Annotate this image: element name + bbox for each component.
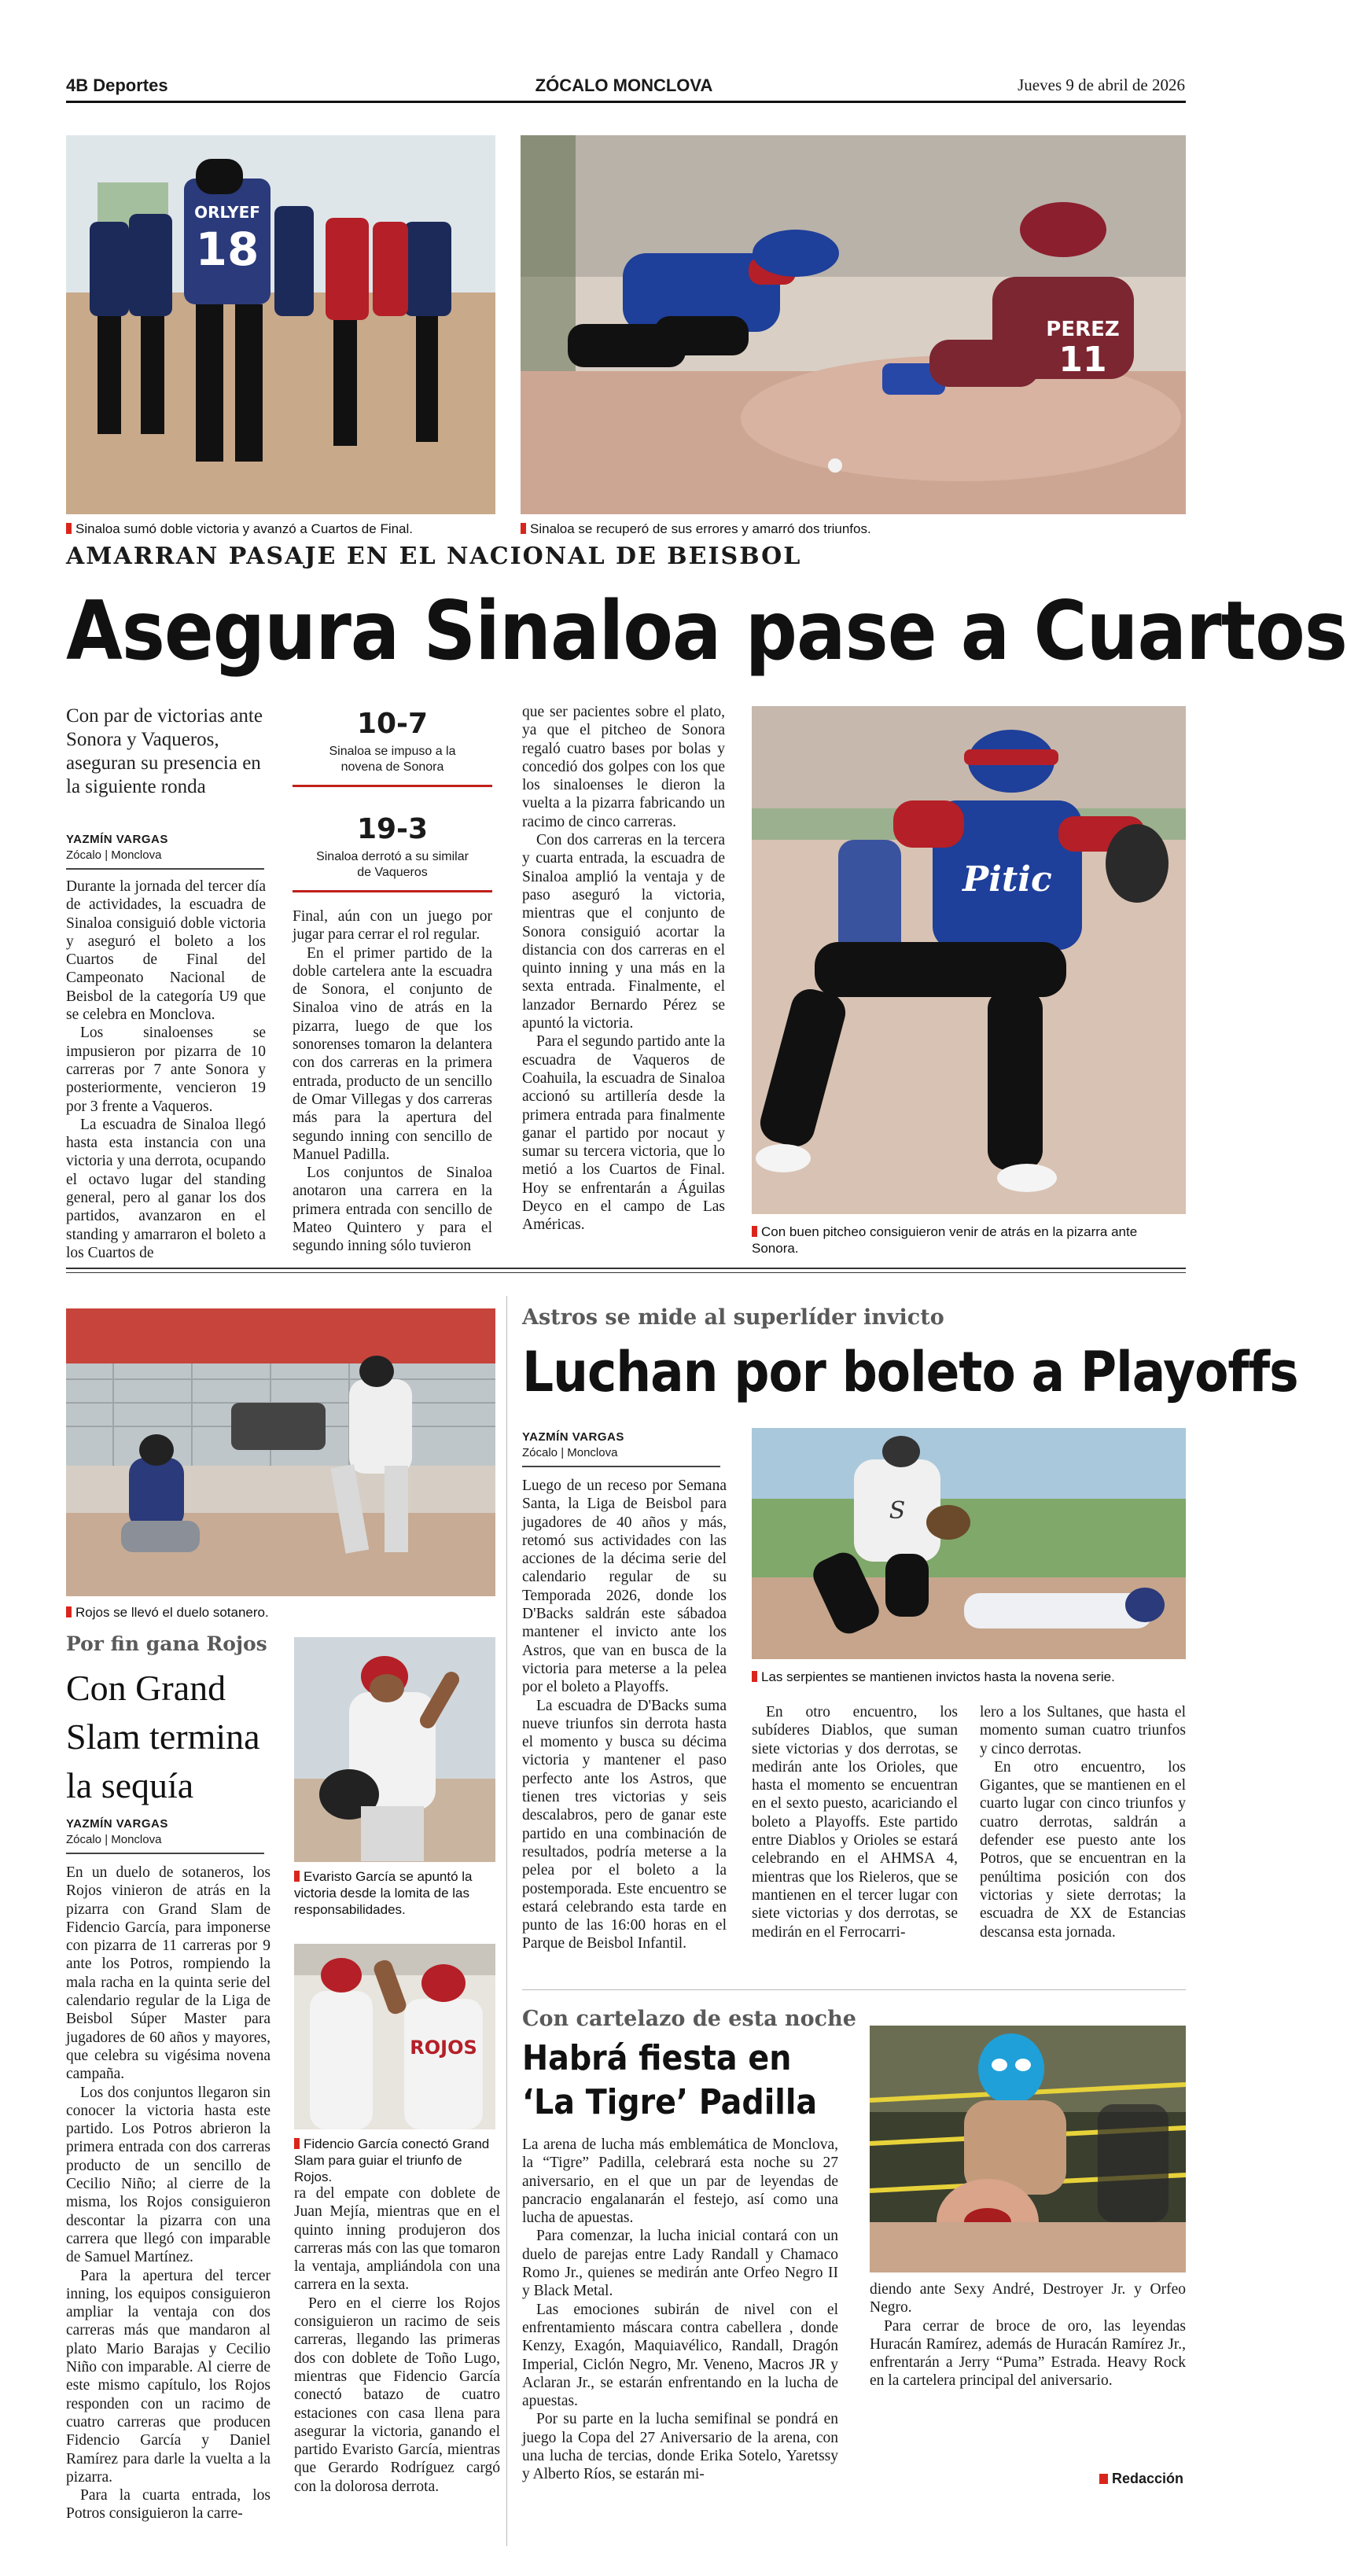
main-kicker: AMARRAN PASAJE EN EL NACIONAL DE BEISBOL xyxy=(66,543,802,570)
paragraph: La arena de lucha más emblemática de Monclova, la “Tigre” Padilla, celebrará esta noche su 27 aniversario, en el que un par de leyendas de pancracio engalanarán el festejo, así como una lucha de apuestas. xyxy=(522,2136,838,2227)
issue-date: Jueves 9 de abril de 2026 xyxy=(1018,75,1185,94)
paragraph: Los conjuntos de Sinaloa anotaron una carrera en la primera entrada con sencillo de Mateo Quintero y para el segundo inning sólo tuvieron xyxy=(293,1165,492,1255)
caption-mark xyxy=(66,1606,72,1617)
byline-name: YAZMÍN VARGAS xyxy=(66,1817,168,1831)
stat-score-2: 19-3 xyxy=(356,813,429,845)
jersey-text: ROJOS xyxy=(410,2037,477,2059)
photo-slide-play xyxy=(752,1428,1186,1659)
paragraph: que ser pacientes sobre el plato, ya que el pitcheo de Sonora regaló cuatro bases por bolas y concedió dos golpes con los que los sinaloenses le dieron la vuelta a la pizarra fabricando un racimo de cinco carreras. xyxy=(522,704,725,830)
rojos-photo-caption-text: Rojos se llevó el duelo sotanero. xyxy=(75,1605,269,1620)
paragraph: Para comenzar, la lucha inicial contará con un duelo de parejas entre Lady Randall y Chamaco Romo Jr., quienes se medirán ante Orfeo Negro II y Black Metal. xyxy=(522,2228,838,2300)
byline-name: YAZMÍN VARGAS xyxy=(66,833,168,846)
jersey-script: Pitic xyxy=(962,859,1052,900)
section-divider xyxy=(66,1268,1186,1269)
astros-kicker: Astros se mide al superlíder invicto xyxy=(522,1305,944,1330)
signature-text: Redacción xyxy=(1111,2471,1183,2486)
paragraph: Pero en el cierre los Rojos consiguieron un racimo de seis carreras, llegando las primeras dos con doblete de Toño Lugo, mientras que Fidencio García conectó batazo de cuatro estaciones con casa llena para asegurar la victoria, ganando el partido Evaristo García, mientras que Gerardo Rodríguez cargó con la dolorosa derrota. xyxy=(294,2294,500,2495)
evaristo-caption xyxy=(294,1868,500,1918)
photo-fidencio xyxy=(294,1944,495,2129)
svg-text:S: S xyxy=(889,1497,906,1525)
top-right-caption-text: Sinaloa se recuperó de sus errores y amarró dos triunfos. xyxy=(530,521,871,536)
jersey-name: ORLYEF xyxy=(194,203,260,222)
stat-text-1: Sinaloa se impuso a la novena de Sonora xyxy=(329,745,456,774)
stat-text-2: Sinaloa derrotó a su similar de Vaqueros xyxy=(316,850,469,879)
paragraph: ra del empate con doblete de Juan Mejía, mientras que en el quinto inning produjeron dos carreras más con las que tomaron la ventaja, ampliándola con una carrera en la sexta. xyxy=(294,2185,500,2294)
paragraph: diendo ante Sexy André, Destroyer Jr. y Orfeo Negro. xyxy=(870,2281,1186,2317)
astros-column-2 xyxy=(752,1703,958,1939)
jersey-number: 18 xyxy=(195,223,259,276)
fidencio-caption-text: Fidencio García conectó Grand Slam para guiar el triunfo de Rojos. xyxy=(294,2136,490,2184)
paragraph: Para el segundo partido ante la escuadra de Vaqueros de Coahuila, la escuadra de Sinaloa accionó su artillería desde la primera entrada para finalmente ganar el partido por nocaut y sumar su tercera victoria, que lo metió a los Cuartos de Final. Hoy se enfrentarán a Águilas Deyco en el campo de Las Américas. xyxy=(522,1033,725,1234)
rojos-byline xyxy=(66,1816,278,1848)
stat-rule xyxy=(293,890,492,892)
caption-mark xyxy=(294,2138,300,2149)
astros-column-3 xyxy=(980,1703,1186,1939)
rojos-photo-caption xyxy=(66,1604,495,1621)
header-rule xyxy=(66,101,1186,103)
photo-pitcher-evaristo xyxy=(294,1637,495,1862)
paragraph: Las emociones subirán de nivel con el enfrentamiento máscara contra cabellera , donde Kenzy, Exagón, Maquiavélico, Randall, Dragón Imperial, Ciclón Negro, Mr. Veneno, Macros JR y Aclaran Jr., se estarán enfrentando en la lucha de apuestas. xyxy=(522,2301,838,2410)
paragraph: Con dos carreras en la tercera y cuarta entrada, la escuadra de Sinaloa amplió la ventaja y de paso aseguró la victoria, mientras que el conjunto de Sonora consiguió acortar la distancia con dos carreras en el quinto inning y una más en la sexta entrada. Finalmente, el lanzador Bernardo Pérez se apuntó la victoria. xyxy=(522,832,725,1032)
story-divider xyxy=(522,1989,1186,1990)
paragraph: Para cerrar de broce de oro, las leyendas Huracán Ramírez, además de Huracán Ramírez Jr., enfrentarán a Jerry “Puma” Estrada. Heavy Rock en la cartelera principal del aniversario. xyxy=(870,2317,1186,2390)
rojos-headline: Con Grand Slam termina la sequía xyxy=(66,1668,260,1805)
photo-wrestling xyxy=(870,2026,1186,2272)
paragraph: Durante la jornada del tercer día de actividades, la escuadra de Sinaloa consiguió doble victoria y aseguró el boleto a los Cuartos de Final del Campeonato Nacional de Beisbol de la categoría U9 que se celebra en Monclova. xyxy=(66,878,266,1024)
lucha-headline-line2: ‘La Tigre’ Padilla xyxy=(522,2082,818,2122)
caption-mark xyxy=(294,1871,300,1882)
lucha-column-1 xyxy=(522,2136,838,2540)
byline-rule xyxy=(522,1466,720,1467)
lucha-headline xyxy=(522,2037,852,2125)
astros-column-1 xyxy=(522,1477,727,1952)
lucha-headline-line1: Habrá fiesta en xyxy=(522,2038,792,2078)
section-label: 4B Deportes xyxy=(66,75,168,95)
main-column-3 xyxy=(522,703,725,1255)
caption-mark xyxy=(521,523,526,534)
top-right-caption xyxy=(521,521,1186,537)
main-column-1 xyxy=(66,878,266,1261)
main-photo-caption xyxy=(752,1224,1186,1257)
photo-batter-rojos xyxy=(66,1308,495,1596)
byline-name: YAZMÍN VARGAS xyxy=(522,1430,624,1444)
paragraph: Los dos conjuntos llegaron sin conocer la victoria hasta este partido. Los Potros abrieron la primera entrada con dos carreras producto de un sencillo de Cecilio Niño; al cierre de la misma, los Rojos consiguieron descontar la pizarra con una carrera que llegó con imparable de Samuel Martínez. xyxy=(66,2084,271,2266)
column-divider xyxy=(506,1296,507,2546)
caption-mark xyxy=(752,1226,757,1237)
photo-tag-play xyxy=(521,135,1186,514)
byline-outlet: Zócalo | Monclova xyxy=(66,848,162,862)
stat-rule xyxy=(293,785,492,787)
main-headline: Asegura Sinaloa pase a Cuartos xyxy=(66,584,1347,679)
astros-photo-caption-text: Las serpientes se mantienen invictos hasta la novena serie. xyxy=(761,1669,1115,1684)
top-left-caption-text: Sinaloa sumó doble victoria y avanzó a Cuartos de Final. xyxy=(75,521,414,536)
paragraph: En otro encuentro, los Gigantes, que se mantienen en el cuarto lugar con cinco triunfos y cuatro derrotas, saldrán a defender ese puesto ante los Potros, que se encuentran en la penúltima posición con dos victorias y siete derrotas; la escuadra de XX de Estancias descansa esta jornada. xyxy=(980,1758,1186,1941)
jersey-number: 11 xyxy=(1058,340,1107,380)
paragraph: Para la apertura del tercer inning, los equipos consiguieron ampliar la ventaja con dos carreras más que mandaron al plato Mario Barajas y Cecilio Niño con imparable. Al cierre de este mismo capítulo, los Rojos responden con un racimo de cuatro carreras que producen Fidencio García y Daniel Ramírez para darle la vuelta a la pizarra. xyxy=(66,2267,271,2486)
signature-mark xyxy=(1099,2474,1108,2484)
main-deck: Con par de victorias ante Sonora y Vaqueros, aseguran su presencia en la siguiente ronda xyxy=(66,705,263,797)
top-left-caption xyxy=(66,521,495,537)
paper-name: ZÓCALO MONCLOVA xyxy=(535,75,713,95)
stat-score-1: 10-7 xyxy=(356,708,429,740)
jersey-name: PEREZ xyxy=(1046,318,1120,341)
astros-headline: Luchan por boleto a Playoffs xyxy=(522,1340,1298,1404)
byline-outlet: Zócalo | Monclova xyxy=(66,1833,162,1846)
byline-rule xyxy=(66,1853,264,1854)
byline-rule xyxy=(66,868,264,870)
rojos-kicker: Por fin gana Rojos xyxy=(66,1632,267,1655)
paragraph: En el primer partido de la doble cartelera ante la escuadra de Sonora, el conjunto de Sinaloa vino de atrás en la pizarra, luego de que los sonorenses tomaron la delantera con dos carreras en la primera entrada, producto de un sencillo de Omar Villegas y dos carreras más para la apertura del segundo inning con sencillo de Manuel Padilla. xyxy=(293,944,492,1163)
paragraph: lero a los Sultanes, que hasta el momento suman cuatro triunfos y cinco derrotas. xyxy=(980,1704,1186,1757)
lucha-kicker: Con cartelazo de esta noche xyxy=(522,2007,856,2031)
caption-mark xyxy=(66,523,72,534)
photo-pitcher xyxy=(752,706,1186,1214)
paragraph: La escuadra de Sinaloa llegó hasta esta instancia con una victoria y una derrota, ocupando el octavo lugar del standing general, pero al ganar los dos partidos, avanzaron en el standing y amarraron el boleto a los Cuartos de xyxy=(66,1116,266,1261)
paragraph: Los sinaloenses se impusieron por pizarra de 10 carreras por 7 ante Sonora y posteriormente, vencieron 19 por 3 frente a Vaqueros. xyxy=(66,1025,266,1115)
photo-team-huddle xyxy=(66,135,495,514)
paragraph: Para la cuarta entrada, los Potros consiguieron la carre- xyxy=(66,2487,271,2523)
paragraph: En un duelo de sotaneros, los Rojos vinieron de atrás en la pizarra con Grand Slam de Fidencio García, para imponerse con pizarra de 11 carreras por 9 ante los Potros, rompiendo la mala racha en la quinta serie del calendario regular de la Liga de Beisbol Súper Master para jugadores de 60 años y mayores, que celebra su vigésima novena campaña. xyxy=(66,1864,271,2083)
signature xyxy=(1099,2471,1183,2487)
caption-mark xyxy=(752,1671,757,1682)
main-column-2 xyxy=(293,907,492,1255)
paragraph: Por su parte en la lucha semifinal se pondrá en juego la Copa del 27 Aniversario de la arena, con una lucha de tercias, donde Erika Sotelo, Yaretssy y Alberto Ríos, se estarán mi- xyxy=(522,2411,838,2483)
main-photo-caption-text: Con buen pitcheo consiguieron venir de atrás en la pizarra ante Sonora. xyxy=(752,1224,1138,1256)
paragraph: La escuadra de D'Backs suma nueve triunfos sin derrota hasta el momento y busca su décima victoria y mantener el paso perfecto ante los Astros, que tienen tres victorias y seis descalabros, pero de ganar este partido en una combinación de resultados, podría meterse a la pelea por el boleto a la postemporada. Este encuentro se estará celebrando esta tarde en punto de las 16:00 horas en el Parque de Beisbol Infantil. xyxy=(522,1697,727,1952)
astros-byline xyxy=(522,1430,727,1461)
main-byline xyxy=(66,832,278,863)
paragraph: Luego de un receso por Semana Santa, la Liga de Beisbol para jugadores de 40 años y más, retomó sus actividades con las acciones de la décima serie del calendario regular de su Temporada 2026, donde los D'Backs saldrán este sábadoa mantener el invicto ante los Astros, que van en busca de la victoria para meterse a la pelea por el boleto a Playoffs. xyxy=(522,1478,727,1696)
paragraph: Final, aún con un juego por jugar para cerrar el rol regular. xyxy=(293,908,492,944)
lucha-column-2 xyxy=(870,2280,1186,2469)
rojos-column-2 xyxy=(294,2184,500,2527)
byline-outlet: Zócalo | Monclova xyxy=(522,1446,618,1459)
rojos-column-1 xyxy=(66,1864,271,2527)
evaristo-caption-text: Evaristo García se apuntó la victoria desde la lomita de las responsabilidades. xyxy=(294,1869,473,1917)
astros-photo-caption xyxy=(752,1669,1186,1685)
fidencio-caption xyxy=(294,2136,500,2185)
paragraph: En otro encuentro, los subíderes Diablos, que suman siete victorias y dos derrotas, se medirán ante los Orioles, que hasta el momento se encuentran en el sexto puesto, acariciando el boleto a Playoffs. Este partido entre Diablos y Orioles se estará celebrando en el AHMSA 4, mientras que los Rieleros, que se mantienen en el tercer lugar con siete victorias y dos derrotas, se medirán en el Ferrocarri- xyxy=(752,1704,958,1941)
section-divider xyxy=(66,1272,1186,1273)
